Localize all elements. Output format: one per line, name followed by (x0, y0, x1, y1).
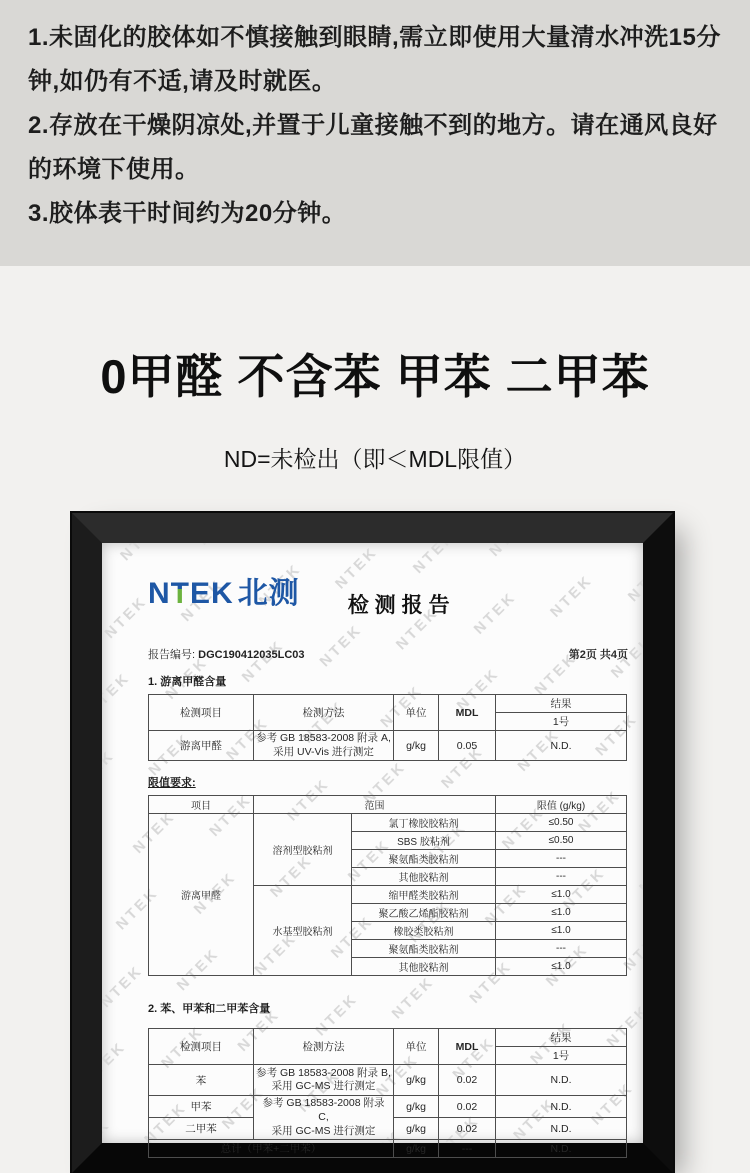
cell-mdl: --- (439, 1140, 496, 1158)
limits-group-water: 水基型胶粘剂 (254, 886, 352, 976)
cell-unit: g/kg (394, 1118, 439, 1140)
cell-mdl: 0.05 (439, 731, 496, 761)
col-header-result: 结果 (496, 695, 627, 713)
limits-value: ≤0.50 (496, 814, 627, 832)
cell-result: N.D. (496, 1118, 627, 1140)
limits-type: 缩甲醛类胶粘剂 (352, 886, 496, 904)
method-line-1: 参考 GB 18583-2008 附录 B, (256, 1066, 391, 1079)
cell-method (254, 731, 394, 761)
col-header-mdl: MDL (439, 1029, 496, 1065)
limits-value: ≤1.0 (496, 958, 627, 976)
cell-item-total: 总计（甲苯+二甲苯） (149, 1140, 394, 1158)
cell-result: N.D. (496, 731, 627, 761)
cell-item: 游离甲醛 (149, 731, 254, 761)
cell-item-benzene: 苯 (149, 1065, 254, 1096)
report-number-value: DGC190412035LC03 (198, 649, 305, 661)
cell-unit: g/kg (394, 1065, 439, 1096)
logo-chinese-name: 北测 (237, 577, 300, 610)
cell-item-toluene: 甲苯 (149, 1096, 254, 1118)
col-header-item: 检测项目 (149, 695, 254, 731)
col-header-sample: 1号 (496, 1047, 627, 1065)
limits-header-limit: 限值 (g/kg) (496, 796, 627, 814)
method-line-2: 采用 UV-Vis 进行测定 (273, 745, 374, 758)
col-header-result: 结果 (496, 1029, 627, 1047)
limits-value: ≤0.50 (496, 832, 627, 850)
limits-value: --- (496, 940, 627, 958)
nd-definition-subtitle: ND=未检出（即＜MDL限值） (223, 446, 527, 472)
limits-type: 聚乙酸乙烯酯胶粘剂 (352, 904, 496, 922)
cell-mdl: 0.02 (439, 1065, 496, 1096)
cell-unit: g/kg (394, 1096, 439, 1118)
limits-header-item: 项目 (149, 796, 254, 814)
certificate-content (102, 543, 643, 1158)
safety-instruction-2: 2.存放在干燥阴凉处,并置于儿童接触不到的地方。请在通风良好的环境下使用。 (28, 112, 718, 183)
limits-value: --- (496, 850, 627, 868)
limits-type: 其他胶粘剂 (352, 868, 496, 886)
cell-mdl: 0.02 (439, 1096, 496, 1118)
cell-unit: g/kg (394, 1140, 439, 1158)
safety-instruction-1: 1.未固化的胶体如不慎接触到眼睛,需立即使用大量清水冲洗15分钟,如仍有不适,请及时就医。 (28, 24, 721, 95)
certificate-header (148, 568, 628, 619)
cell-unit: g/kg (394, 731, 439, 761)
section2-title: 2. 苯、甲苯和二甲苯含量 (148, 1003, 271, 1016)
page-indicator: 第2页 共4页 (568, 649, 628, 661)
col-header-unit: 单位 (394, 695, 439, 731)
limits-header-scope: 范围 (254, 796, 496, 814)
logo-letter-n: N (148, 577, 171, 610)
safety-instruction-3: 3.胶体表干时间约为20分钟。 (28, 200, 347, 227)
col-header-method: 检测方法 (254, 695, 394, 731)
cell-result: N.D. (496, 1096, 627, 1118)
ntek-logo (148, 568, 300, 612)
limits-type: 其他胶粘剂 (352, 958, 496, 976)
col-header-mdl: MDL (439, 695, 496, 731)
limits-value: ≤1.0 (496, 904, 627, 922)
col-header-method: 检测方法 (254, 1029, 394, 1065)
method-line-1: 参考 GB 18583-2008 附录 C, (262, 1097, 385, 1123)
cell-mdl: 0.02 (439, 1118, 496, 1140)
zero-formaldehyde-headline: 0甲醛 不含苯 甲苯 二甲苯 (100, 350, 650, 403)
formaldehyde-result-table (148, 694, 627, 761)
limits-type: 聚氨酯类胶粘剂 (352, 850, 496, 868)
cell-result: N.D. (496, 1140, 627, 1158)
cell-method (254, 1065, 394, 1096)
limits-value: ≤1.0 (496, 922, 627, 940)
certificate-photo-frame (72, 513, 673, 1173)
col-header-sample: 1号 (496, 713, 627, 731)
cell-result: N.D. (496, 1065, 627, 1096)
limits-group-solvent: 溶剂型胶粘剂 (254, 814, 352, 886)
logo-letters-ek: EK (190, 577, 234, 610)
cell-item-xylene: 二甲苯 (149, 1118, 254, 1140)
method-line-2: 采用 GC-MS 进行测定 (271, 1124, 376, 1137)
safety-instructions-section (0, 0, 750, 266)
limits-type: 氯丁橡胶胶粘剂 (352, 814, 496, 832)
limits-title: 限值要求: (148, 777, 196, 790)
limits-type: 聚氨酯类胶粘剂 (352, 940, 496, 958)
method-line-1: 参考 GB 18583-2008 附录 A, (256, 732, 391, 744)
report-title: 检测报告 (347, 594, 456, 617)
section1-title: 1. 游离甲醛含量 (148, 676, 227, 688)
col-header-item: 检测项目 (149, 1029, 254, 1065)
report-meta-row (148, 646, 628, 662)
report-number-label: 报告编号: (148, 649, 196, 661)
limits-value: --- (496, 868, 627, 886)
report-number (148, 646, 305, 662)
col-header-unit: 单位 (394, 1029, 439, 1065)
test-report-paper (102, 543, 643, 1156)
logo-letter-t-green: T (170, 577, 190, 610)
limits-type: 橡胶类胶粘剂 (352, 922, 496, 940)
limit-requirements-table (148, 795, 627, 976)
limits-type: SBS 胶粘剂 (352, 832, 496, 850)
limits-item: 游离甲醛 (149, 814, 254, 976)
benzene-result-table (148, 1028, 627, 1158)
limits-value: ≤1.0 (496, 886, 627, 904)
cell-method-shared (254, 1096, 394, 1140)
method-line-2: 采用 GC-MS 进行测定 (271, 1080, 376, 1093)
